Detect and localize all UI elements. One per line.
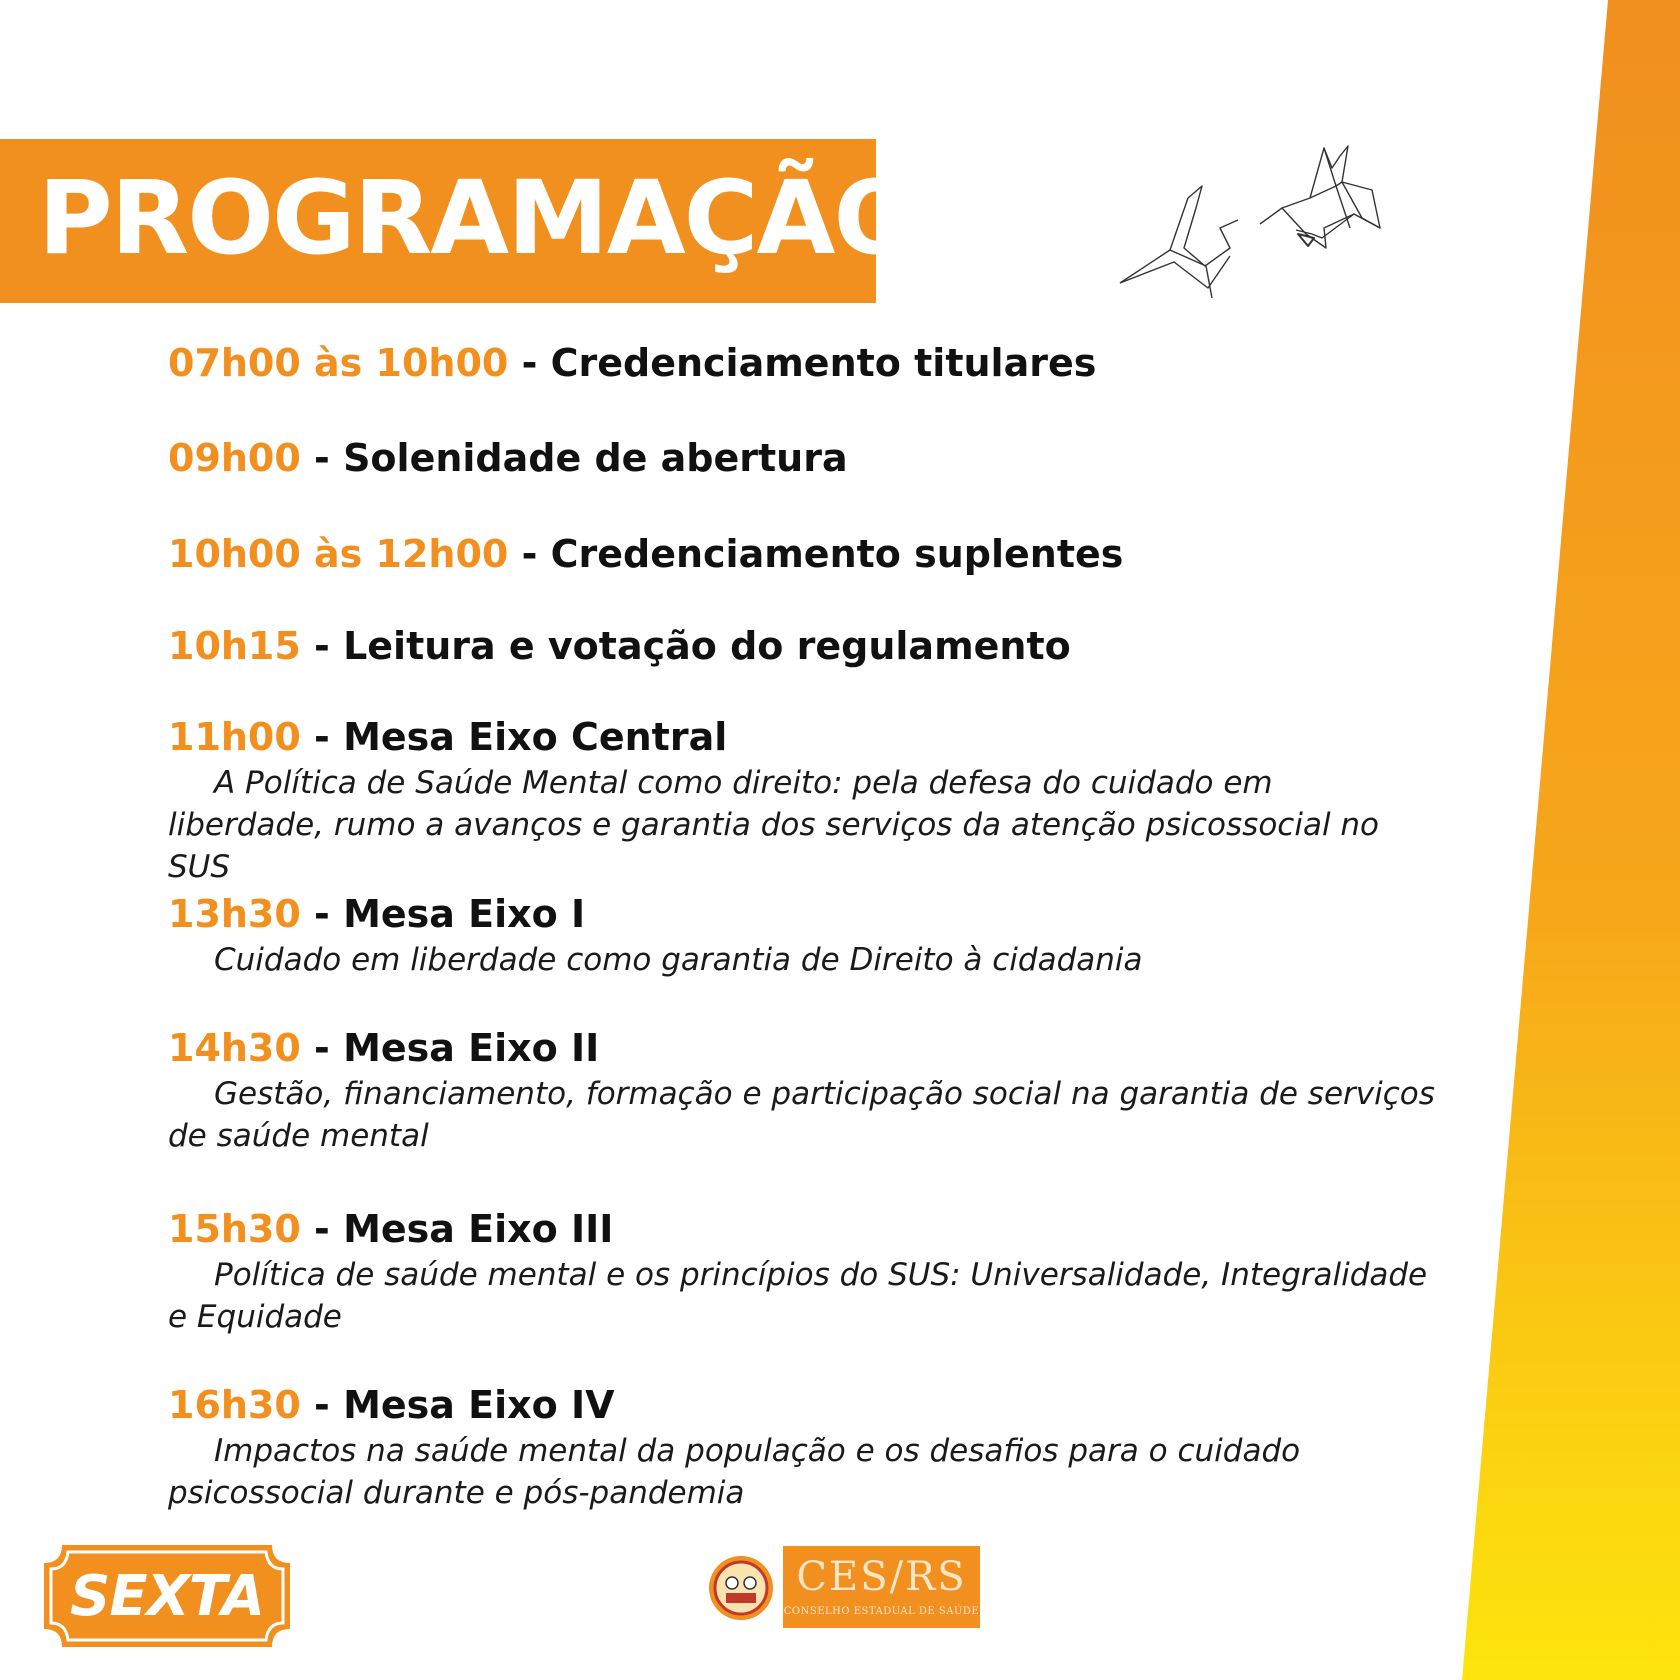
separator: - [300,436,344,480]
schedule-time: 16h30 [168,1383,301,1427]
schedule-time: 10h00 às 12h00 [168,532,509,576]
schedule-description: A Política de Saúde Mental como direito: pela defesa do cuidado em liberdade, rumo a avanços e garantia dos serviços da atenção psicossocial no SUS [168,765,1380,885]
schedule-activity: Credenciamento titulares [550,341,1097,385]
title-banner [0,139,919,303]
origami-cranes-icon [1110,138,1390,308]
schedule-time: 07h00 às 10h00 [168,341,509,385]
schedule-description: Impactos na saúde mental da população e os desafios para o cuidado psicossocial durante e pós-pandemia [168,1433,1301,1511]
schedule-activity: Solenidade de abertura [343,436,848,480]
schedule-activity: Mesa Eixo II [343,1026,600,1070]
schedule-item [168,531,1468,577]
schedule-item [168,623,1468,669]
schedule-item [168,1206,1468,1338]
schedule-item [168,340,1468,386]
separator: - [508,341,551,385]
schedule-time: 15h30 [168,1207,301,1251]
schedule-time: 11h00 [168,715,301,759]
separator: - [300,715,344,759]
schedule-description: Política de saúde mental e os princípios do SUS: Universalidade, Integralidade e Equidade [168,1257,1428,1335]
schedule-activity: Mesa Eixo I [343,892,586,936]
schedule-activity: Mesa Eixo III [343,1207,614,1251]
schedule-description: Cuidado em liberdade como garantia de Direito à cidadania [214,942,1143,978]
schedule-description: Gestão, financiamento, formação e participação social na garantia de serviços de saúde mental [168,1076,1435,1154]
day-badge: SEXTA [70,1563,264,1629]
separator: - [300,1383,344,1427]
schedule-time: 09h00 [168,436,301,480]
schedule-item [168,1382,1468,1514]
sus-seal-icon [708,1555,774,1621]
schedule-activity: Credenciamento suplentes [550,532,1124,576]
schedule-item [168,891,1468,981]
page-title: PROGRAMAÇÃO [38,159,919,278]
logo-name: CES/RS [796,1554,967,1600]
separator: - [300,1026,344,1070]
separator: - [300,1207,344,1251]
schedule-time: 10h15 [168,624,301,668]
schedule-item [168,435,1468,481]
schedule-activity: Leitura e votação do regulamento [343,624,1071,668]
ces-rs-logo [783,1546,980,1628]
separator: - [508,532,551,576]
separator: - [300,892,344,936]
schedule-time: 14h30 [168,1026,301,1070]
schedule-item [168,1025,1468,1157]
schedule-time: 13h30 [168,892,301,936]
logo-subtitle: CONSELHO ESTADUAL DE SAÚDE [783,1606,980,1617]
schedule-item [168,714,1468,888]
schedule-activity: Mesa Eixo Central [343,715,728,759]
schedule-activity: Mesa Eixo IV [343,1383,615,1427]
separator: - [300,624,344,668]
